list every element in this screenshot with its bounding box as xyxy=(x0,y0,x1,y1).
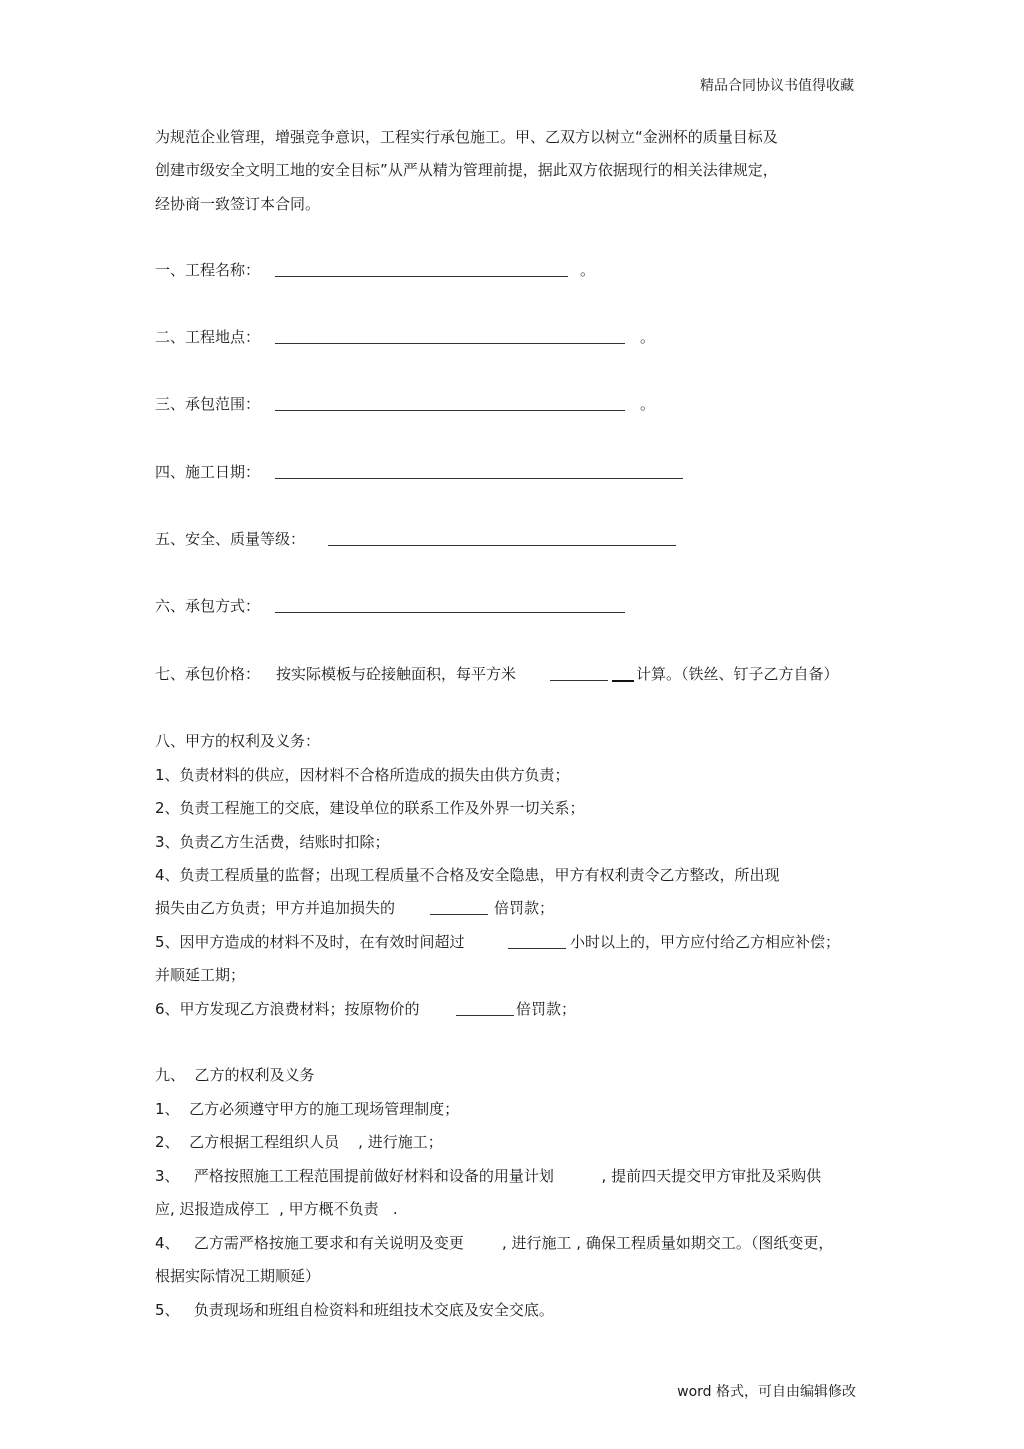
field-suffix: 。 xyxy=(640,395,656,413)
field-label: 二、工程地点： xyxy=(155,328,261,346)
list-item: 5、因甲方造成的材料不及时，在有效时间超过 xyxy=(155,933,465,951)
page-header: 精品合同协议书值得收藏 xyxy=(700,78,854,94)
list-item: 损失由乙方负责；甲方并追加损失的 xyxy=(155,899,396,917)
list-item: 1、负责材料的供应，因材料不合格所造成的损失由供方负责； xyxy=(155,766,570,784)
list-item: 倍罚款； xyxy=(516,1000,577,1018)
list-item: 2、 乙方根据工程组织人员 , 进行施工； xyxy=(155,1133,443,1151)
list-item: 并顺延工期； xyxy=(155,966,246,984)
price-label: 七、承包价格： xyxy=(155,665,261,683)
list-item: 3、负责乙方生活费，结账时扣除； xyxy=(155,833,390,851)
fill-blank[interactable] xyxy=(328,529,676,546)
fill-blank[interactable] xyxy=(275,260,568,277)
list-item: 倍罚款； xyxy=(494,899,555,917)
fill-blank[interactable] xyxy=(456,999,514,1016)
list-item: 根据实际情况工期顺延） xyxy=(155,1267,321,1285)
field-label: 四、施工日期： xyxy=(155,463,261,481)
list-item: 3、 严格按照施工工程范围提前做好材料和设备的用量计划 , 提前四天提交甲方审批及采购供 xyxy=(155,1167,822,1185)
fill-blank[interactable] xyxy=(275,327,625,344)
section-title: 九、 乙方的权利及义务 xyxy=(155,1066,315,1084)
list-item: 4、负责工程质量的监督；出现工程质量不合格及安全隐患，甲方有权利责令乙方整改，所出现 xyxy=(155,866,780,884)
price-text: 按实际模板与砼接触面积，每平方米 xyxy=(276,665,517,683)
price-suffix: 计算。（铁丝、钉子乙方自备） xyxy=(636,665,839,683)
field-label: 三、承包范围： xyxy=(155,395,261,413)
fill-blank[interactable] xyxy=(612,664,634,682)
field-suffix: 。 xyxy=(580,261,596,279)
list-item: 2、负责工程施工的交底，建设单位的联系工作及外界一切关系； xyxy=(155,799,585,817)
fill-blank[interactable] xyxy=(275,462,683,479)
fill-blank[interactable] xyxy=(508,932,566,949)
list-item: 4、 乙方需严格按施工要求和有关说明及变更 , 进行施工 , 确保工程质量如期交工。（图纸变更， xyxy=(155,1234,834,1252)
list-item: 1、 乙方必须遵守甲方的施工现场管理制度； xyxy=(155,1100,460,1118)
intro-line: 创建市级安全文明工地的安全目标”从严从精为管理前提，据此双方依据现行的相关法律规定， xyxy=(155,161,778,179)
fill-blank[interactable] xyxy=(275,394,625,411)
fill-blank[interactable] xyxy=(275,596,625,613)
intro-line: 经协商一致签订本合同。 xyxy=(155,195,321,213)
field-suffix: 。 xyxy=(640,328,656,346)
field-label: 一、工程名称： xyxy=(155,261,261,279)
fill-blank[interactable] xyxy=(430,898,488,915)
intro-line: 为规范企业管理，增强竞争意识，工程实行承包施工。甲、乙双方以树立“金洲杯的质量目标及 xyxy=(155,128,778,146)
list-item: 6、甲方发现乙方浪费材料；按原物价的 xyxy=(155,1000,420,1018)
section-title: 八、甲方的权利及义务： xyxy=(155,732,321,750)
fill-blank[interactable] xyxy=(550,664,608,681)
field-label: 六、承包方式： xyxy=(155,597,261,615)
list-item: 应, 迟报造成停工 , 甲方概不负责 . xyxy=(155,1200,398,1218)
list-item: 小时以上的，甲方应付给乙方相应补偿； xyxy=(570,933,841,951)
field-label: 五、安全、质量等级： xyxy=(155,530,306,548)
page-footer: word 格式，可自由编辑修改 xyxy=(677,1384,856,1400)
list-item: 5、 负责现场和班组自检资料和班组技术交底及安全交底。 xyxy=(155,1301,554,1319)
